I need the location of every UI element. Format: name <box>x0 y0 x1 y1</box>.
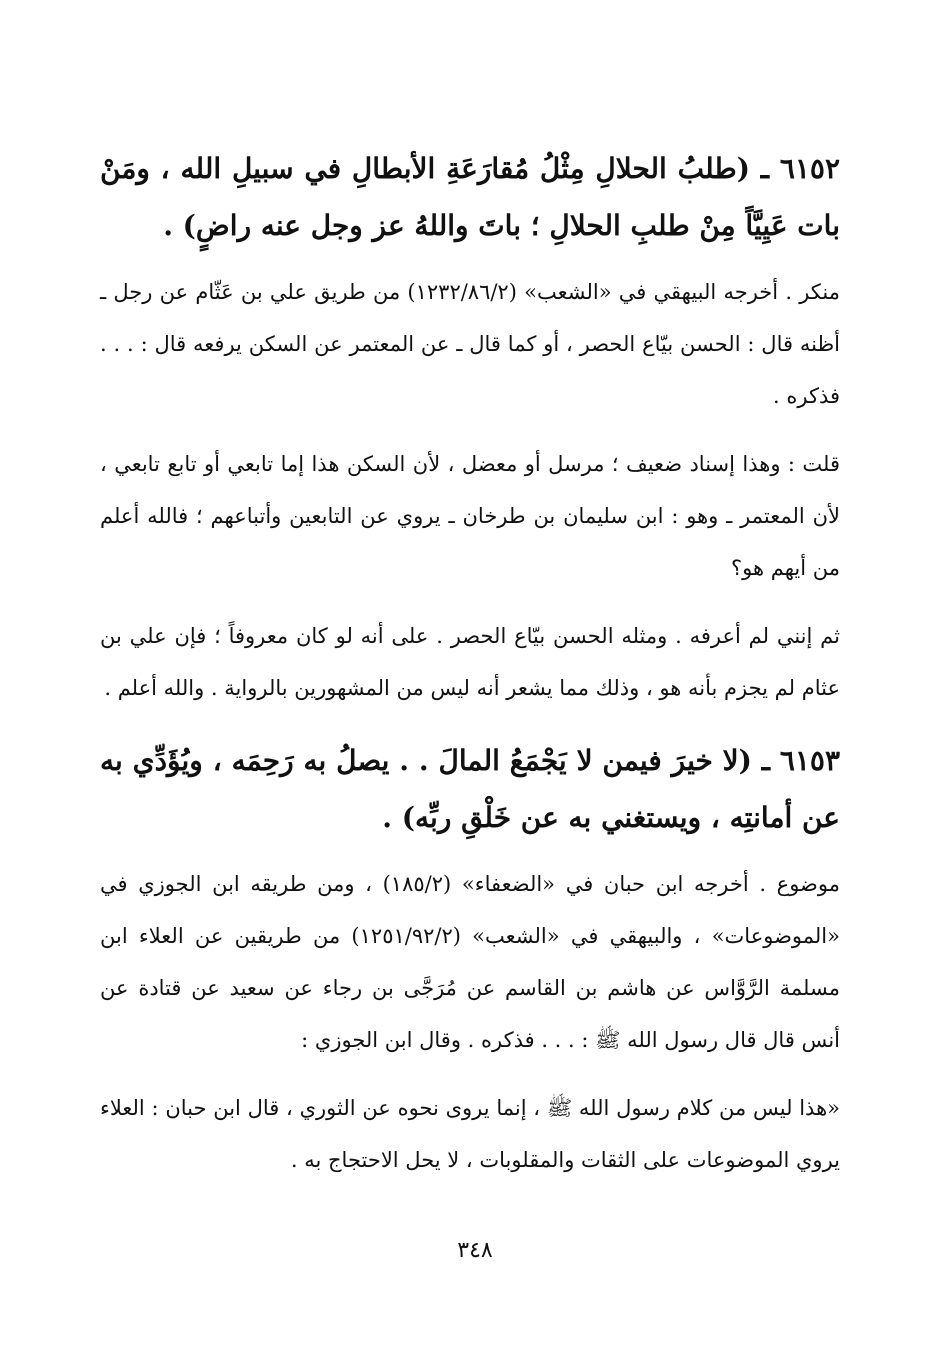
page-number: ٣٤٨ <box>457 1238 493 1263</box>
commentary-6152-paragraph-2: ثم إنني لم أعرفه . ومثله الحسن بيّاع الحصر . على أنه لو كان معروفاً ؛ فإن علي بن عثام لم يجزم بأنه هو ، وذلك مما يشعر أنه ليس من المشهورين بالرواية . والله أعلم . <box>100 624 840 700</box>
hadith-6152-text: ٦١٥٢ ـ (طلبُ الحلالِ مِثْلُ مُقارَعَةِ الأبطالِ في سبيلِ الله ، ومَنْ بات عَيِيَّاً مِنْ طلبِ الحلالِ ؛ باتَ واللهُ عز وجل عنه راضٍ) . <box>100 152 840 242</box>
takhrij-6152-paragraph: منكر . أخرجه البيهقي في «الشعب» (١٢٣٢/٨٦/٢) من طريق علي بن عَثّام عن رجل ـ أظنه قال : الحسن بيّاع الحصر ، أو كما قال ـ عن المعتمر عن السكن يرفعه قال : . . . فذكره . <box>100 280 840 408</box>
takhrij-6153-paragraph: موضوع . أخرجه ابن حبان في «الضعفاء» (١٨٥/٢) ، ومن طريقه ابن الجوزي في «الموضوعات» ، والبيهقي في «الشعب» (١٢٥١/٩٢/٢) من طريقين عن العلاء ابن مسلمة الرَّوَّاس عن هاشم بن القاسم عن مُرَجَّى بن رجاء عن سعيد عن قتادة عن أنس قال قال رسول الله ﷺ : . . . فذكره . وقال ابن الجوزي : <box>100 872 840 1052</box>
quote-ibn-al-jawzi-paragraph: «هذا ليس من كلام رسول الله ﷺ ، إنما يروى نحوه عن الثوري ، قال ابن حبان : العلاء يروي الموضوعات على الثقات والمقلوبات ، لا يحل الاحتجاج به . <box>100 1096 840 1172</box>
hadith-6153-text: ٦١٥٣ ـ (لا خيرَ فيمن لا يَجْمَعُ المالَ . . يصلُ به رَحِمَه ، ويُؤَدِّي به عن أمانتِه ، ويستغني به عن خَلْقِ ربِّه) . <box>100 744 840 834</box>
page-body <box>100 140 840 1202</box>
commentary-6152-paragraph-1: قلت : وهذا إسناد ضعيف ؛ مرسل أو معضل ، لأن السكن هذا إما تابعي أو تابع تابعي ، لأن المعتمر ـ وهو : ابن سليمان بن طرخان ـ يروي عن التابعين وأتباعهم ؛ فالله أعلم من أيهم هو؟ <box>100 452 840 580</box>
